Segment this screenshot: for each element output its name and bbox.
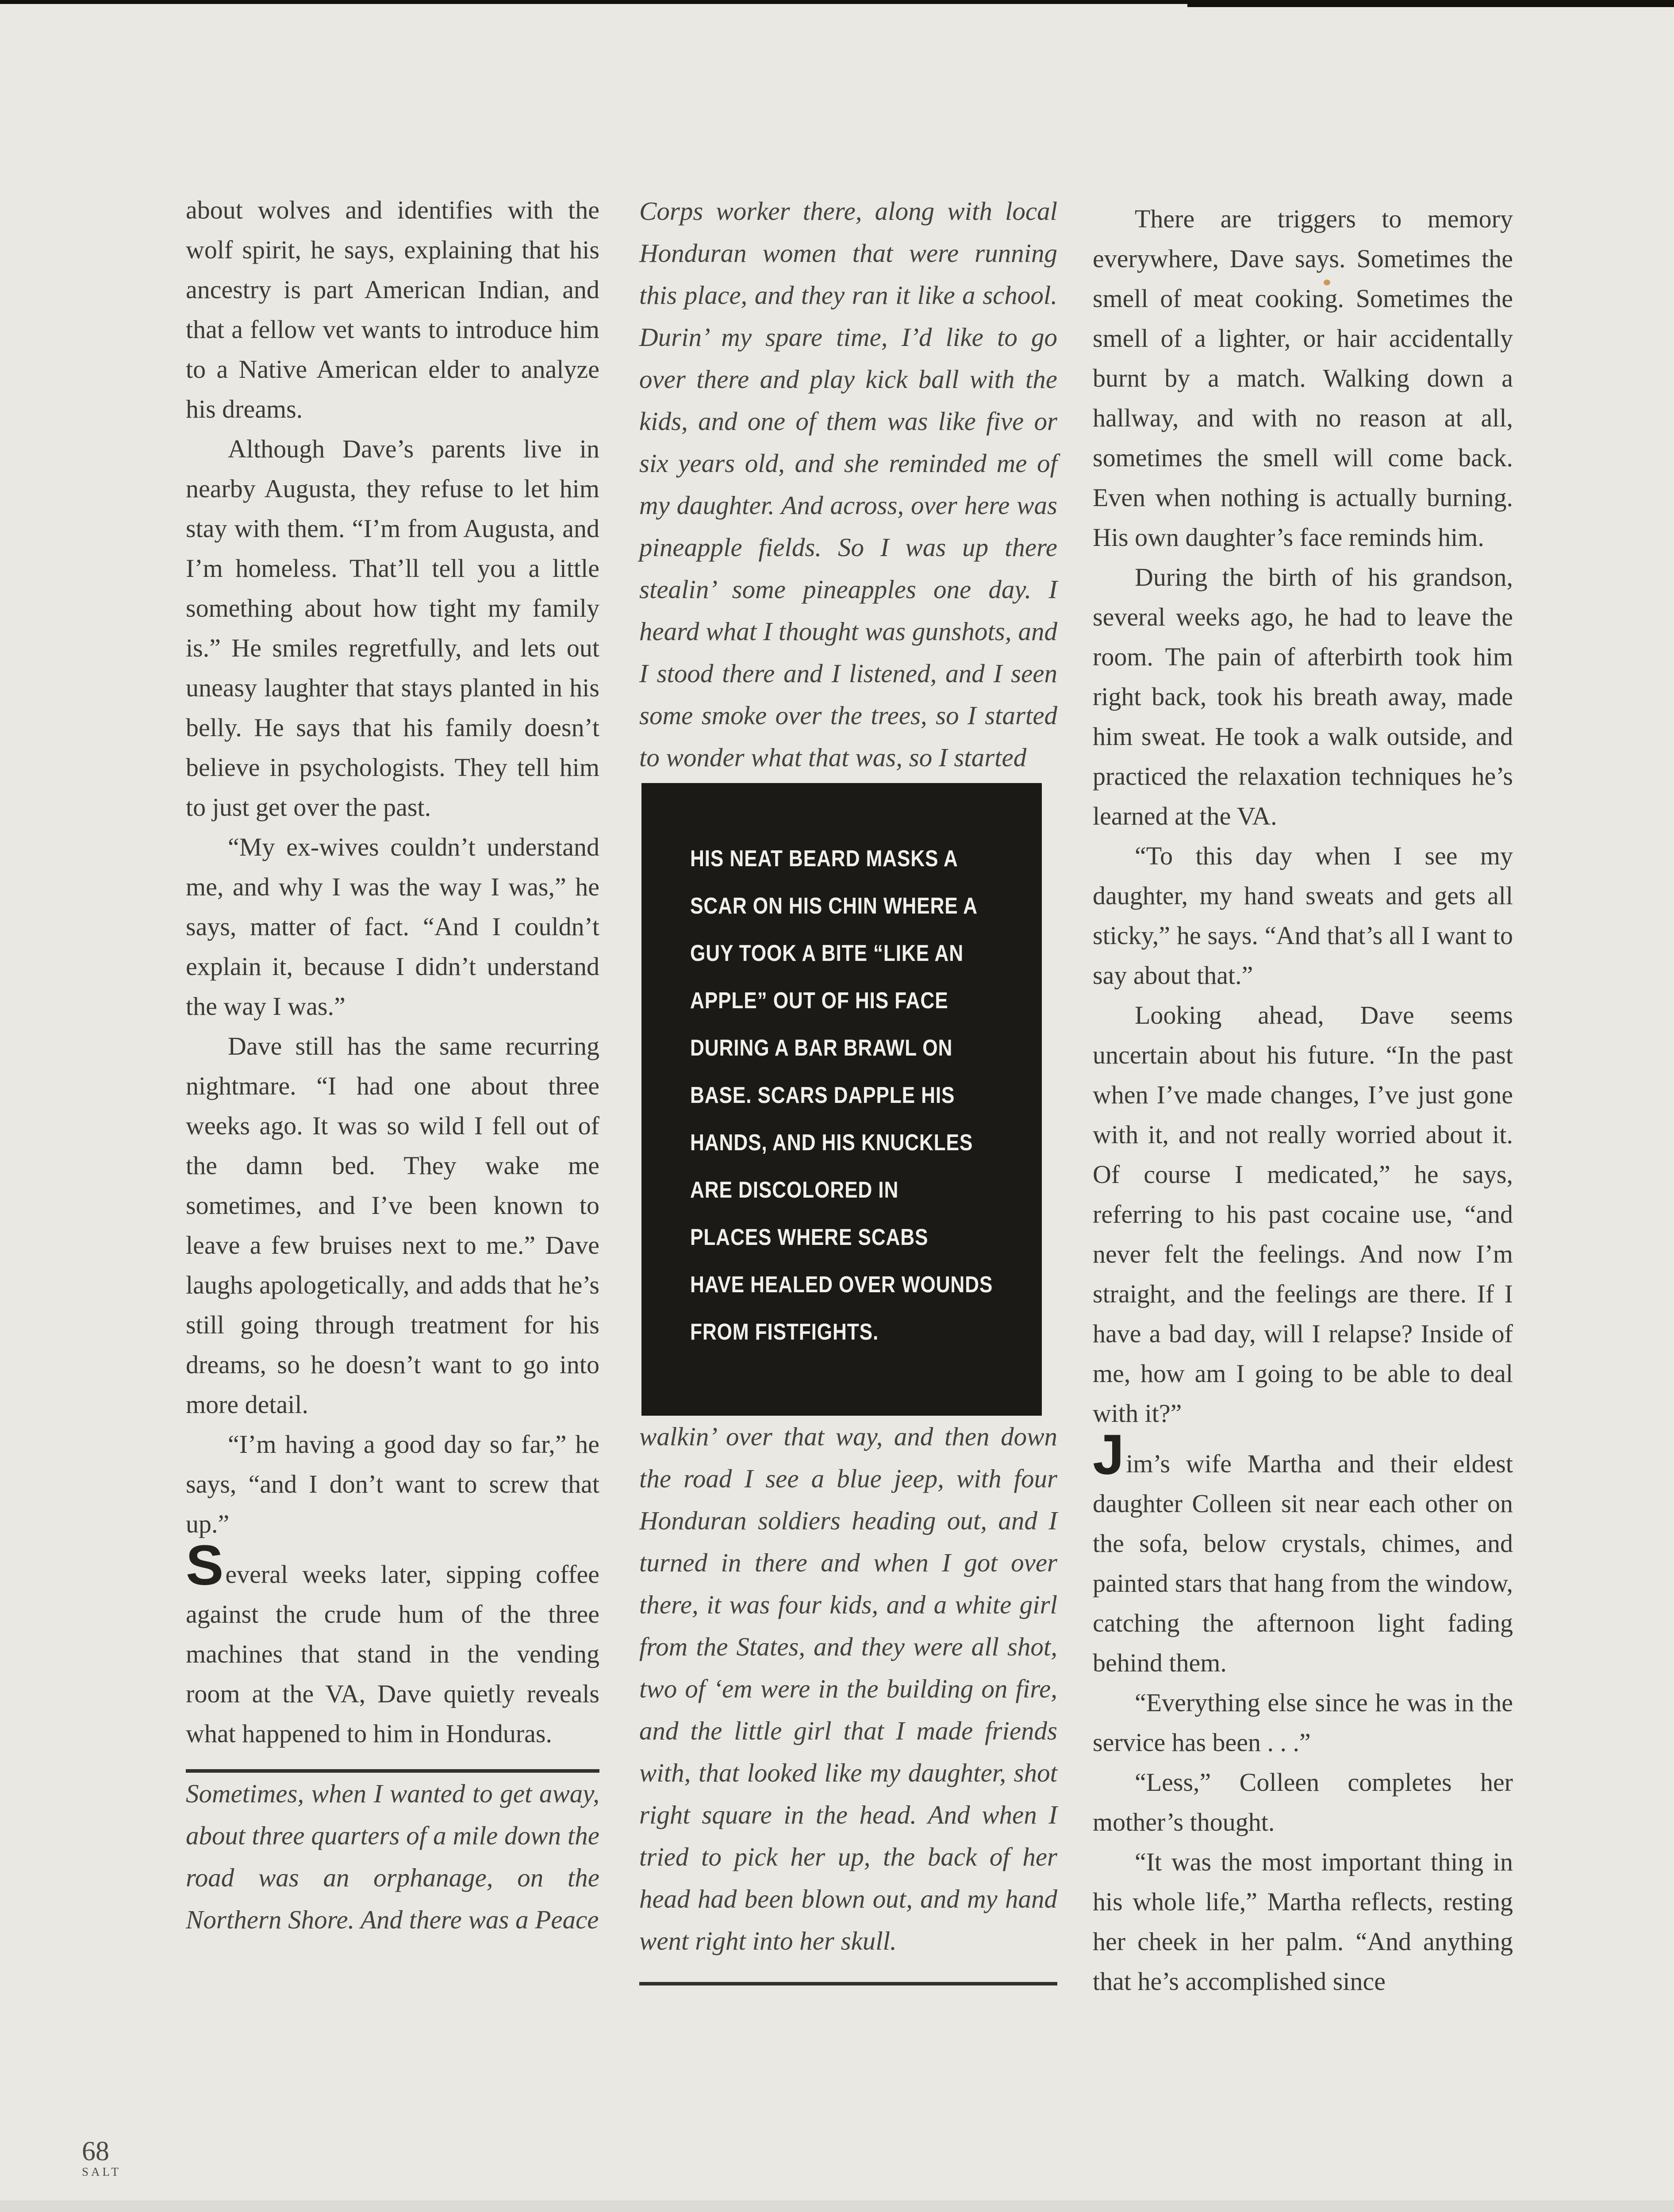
pull-quote-box [641,783,1042,1416]
pull-quote-line: HANDS, AND HIS KNUCKLES [690,1130,973,1156]
pull-quote-line: APPLE” OUT OF HIS FACE [690,988,948,1014]
paragraph-section-start [186,1534,599,1754]
paragraph: “My ex-wives couldn’t understand me, and why I was the way I was,” he says, matter of fact. “And I couldn’t explain it, because I didn’t understand the way I was.” [186,833,599,1021]
paragraph-section-start [1093,1423,1513,1683]
paragraph: about wolves and identifies with the wolf spirit, he says, explaining that his ancestry is part American Indian, and that a fellow vet wants to introduce him to a Native American elder to analyze his dreams. [186,196,599,423]
drop-cap-letter: S [186,1534,224,1597]
paragraph: Dave still has the same recurring nightmare. “I had one about three weeks ago. It was so wild I fell out of the damn bed. They wake me sometimes, and I’ve been known to leave a few bruises next to me.” Dave laughs apologetically, and adds that he’s still going through treatment for his dreams, so he doesn’t want to go into more detail. [186,1032,599,1419]
column-right [1093,199,1513,2001]
folio [82,2138,121,2178]
paragraph: “It was the most important thing in his whole life,” Martha reflects, resting her cheek in her palm. “And anything that he’s accomplished since [1093,1847,1513,1996]
italic-quote-paragraph: walkin’ over that way, and then down the road I see a blue jeep, with four Honduran soldiers heading out, and I turned in there and when I got over there, it was four kids, and a white girl from the States, and they were all shot, two of ‘em were in the building on fire, and the little girl that I made friends with, that looked like my daughter, shot right square in the head. And when I tried to pick her up, the back of her head had been blown out, and my hand went right into her skull. [639,1422,1057,1955]
paragraph: “Less,” Colleen completes her mother’s thought. [1093,1768,1513,1836]
pull-quote-line: BASE. SCARS DAPPLE HIS [690,1083,955,1108]
page-number: 68 [82,2136,109,2166]
column-left [186,190,599,1941]
magazine-footer-label: SALT [82,2165,122,2178]
pull-quote-line: DURING A BAR BRAWL ON [690,1035,953,1061]
paragraph: “I’m having a good day so far,” he says, “and I don’t want to screw that up.” [186,1430,599,1538]
pull-quote-line: HIS NEAT BEARD MASKS A [690,846,958,872]
paragraph: Looking ahead, Dave seems uncertain about his future. “In the past when I’ve made changes, I’ve just gone with it, and not really worried about it. Of course I medicated,” he says, referring to his past cocaine use, “and never felt the feelings. And now I’m straight, and the feelings are there. If I have a bad day, will I relapse? Inside of me, how am I going to be able to deal with it?” [1093,1001,1513,1428]
pull-quote-line: ARE DISCOLORED IN [690,1177,899,1203]
scan-edge-top-right [1187,0,1674,7]
paragraph: During the birth of his grandson, several weeks ago, he had to leave the room. The pain of afterbirth took him right back, took his breath away, made him sweat. He took a walk outside, and practiced the relaxation techniques he’s learned at the VA. [1093,563,1513,830]
paragraph-text: im’s wife Martha and their eldest daughter Colleen sit near each other on the sofa, below crystals, chimes, and painted stars that hang from the window, catching the afternoon light fading behind them. [1093,1449,1513,1677]
paragraph: “To this day when I see my daughter, my hand sweats and gets all sticky,” he says. “And that’s all I want to say about that.” [1093,841,1513,990]
section-divider [639,1982,1057,1985]
drop-cap-letter: J [1093,1423,1125,1486]
pull-quote-line: SCAR ON HIS CHIN WHERE A [690,893,978,919]
pull-quote-line: FROM FISTFIGHTS. [690,1319,879,1345]
pull-quote-text [690,835,1014,1356]
column-middle [639,190,1057,1985]
italic-quote-paragraph: Corps worker there, along with local Honduran women that were running this place, and they ran it like a school. Durin’ my spare time, I’d like to go over there and play kick ball with the kids, and one of them was like five or six years old, and she reminded me of my daughter. And across, over here was pineapple fields. So I was up there stealin’ some pineapples one day. I heard what I thought was gunshots, and I stood there and I listened, and I seen some smoke over the trees, so I started to wonder what that was, so I started [639,196,1057,772]
pull-quote-line: GUY TOOK A BITE “LIKE AN [690,941,964,966]
paragraph: “Everything else since he was in the service has been . . .” [1093,1688,1513,1757]
pull-quote-line: PLACES WHERE SCABS [690,1225,929,1250]
section-divider [186,1769,599,1773]
italic-quote-paragraph: Sometimes, when I wanted to get away, about three quarters of a mile down the road was an orphanage, on the Northern Shore. And there was a Peace [186,1779,599,1934]
pull-quote-line: HAVE HEALED OVER WOUNDS [690,1272,993,1298]
scan-edge-bottom [0,2200,1674,2212]
paragraph: Although Dave’s parents live in nearby Augusta, they refuse to let him stay with them. “I’m from Augusta, and I’m homeless. That’ll tell you a little something about how tight my family is.” He smiles regretfully, and lets out uneasy laughter that stays planted in his belly. He says that his family doesn’t believe in psychologists. They tell him to just get over the past. [186,434,599,822]
paragraph: There are triggers to memory everywhere, Dave says. Sometimes the smell of meat cooking. Sometimes the smell of a lighter, or hair accidentally burnt by a match. Walking down a hallway, and with no reason at all, sometimes the smell will come back. Even when nothing is actually burning. His own daughter’s face reminds him. [1093,204,1513,552]
paragraph-text: everal weeks later, sipping coffee against the crude hum of the three machines that stand in the vending room at the VA, Dave quietly reveals what happened to him in Honduras. [186,1560,599,1748]
